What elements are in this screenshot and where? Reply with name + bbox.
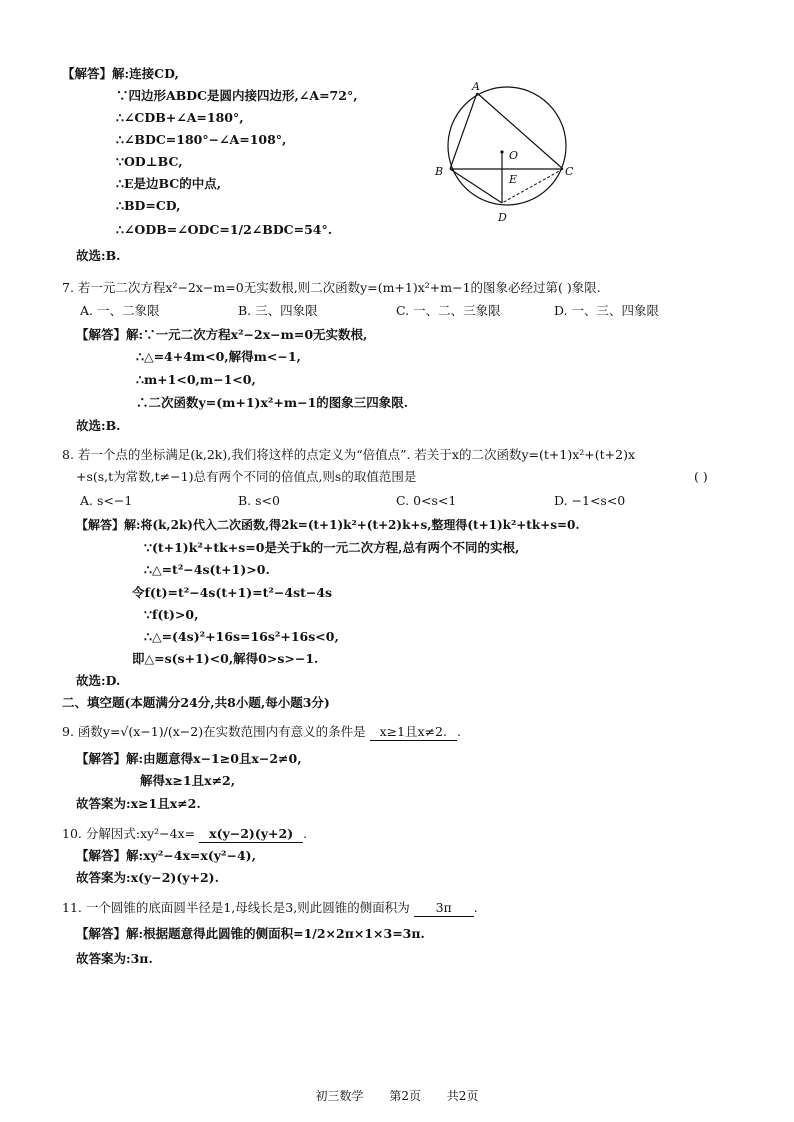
q8-answer: 故选:D.	[76, 673, 121, 688]
q8-answer-paren: ( )	[694, 469, 708, 484]
q11-answer-blank: 3π	[414, 900, 474, 917]
q10-answer: 故答案为:x(y−2)(y+2).	[76, 870, 219, 885]
q7-option-c: C. 一、二、三象限	[396, 303, 501, 318]
q8-step-1: ∵(t+1)k²+tk+s=0是关于k的一元二次方程,总有两个不同的实根,	[144, 540, 520, 555]
q7-option-d: D. 一、三、四象限	[554, 303, 660, 318]
q7-solution-head: 【解答】解:∵一元二次方程x²−2x−m=0无实数根,	[76, 327, 368, 342]
circle-geometry-figure	[430, 78, 600, 228]
q11-answer: 故答案为:3π.	[76, 951, 153, 966]
q6-step-6: ∴BD=CD,	[116, 198, 181, 213]
q8-option-a: A. s<−1	[80, 493, 133, 508]
q8-step-4: ∵f(t)>0,	[144, 607, 199, 622]
q6-step-2: ∴∠CDB+∠A=180°,	[116, 110, 244, 125]
q6-step-4: ∵OD⊥BC,	[116, 154, 183, 169]
q10-stem: 10. 分解因式:xy²−4x= x(y−2)(y+2) .	[62, 826, 308, 841]
label-a: A	[472, 80, 480, 93]
q9-solution-head: 【解答】解:由题意得x−1≥0且x−2≠0,	[76, 751, 302, 766]
q10-solution-head: 【解答】解:xy²−4x=x(y²−4),	[76, 848, 256, 863]
q7-option-a: A. 一、二象限	[80, 303, 160, 318]
q6-solution-head: 【解答】解:连接CD,	[62, 66, 179, 81]
q9-stem-text: 9. 函数y=√(x−1)/(x−2)在实数范围内有意义的条件是	[62, 724, 366, 739]
segment-ab	[450, 93, 477, 169]
q7-option-b: B. 三、四象限	[238, 303, 318, 318]
q7-answer: 故选:B.	[76, 418, 121, 433]
label-c: C	[565, 165, 574, 178]
q11-solution-head: 【解答】解:根据题意得此圆锥的侧面积=1/2×2π×1×3=3π.	[76, 926, 425, 941]
q6-step-1: ∵四边形ABDC是圆内接四边形,∠A=72°,	[116, 88, 358, 103]
q7-step-3: ∴二次函数y=(m+1)x²+m−1的图象三四象限.	[136, 395, 409, 410]
q8-solution-head: 【解答】解:将(k,2k)代入二次函数,得2k=(t+1)k²+(t+2)k+s,整理得(t+1)k²+tk+s=0.	[76, 518, 580, 532]
q6-step-3: ∴∠BDC=180°−∠A=108°,	[116, 132, 287, 147]
label-e: E	[509, 173, 518, 186]
q8-stem-line-2: +s(s,t为常数,t≠−1)总有两个不同的倍值点,则s的取值范围是	[76, 469, 417, 484]
circumcircle	[448, 87, 566, 205]
q6-step-7: ∴∠ODB=∠ODC=1/2∠BDC=54°.	[116, 222, 333, 237]
q11-stem-text: 11. 一个圆锥的底面圆半径是1,母线长是3,则此圆锥的侧面积为	[62, 900, 410, 915]
q9-stem: 9. 函数y=√(x−1)/(x−2)在实数范围内有意义的条件是 x≥1且x≠2. .	[62, 724, 461, 739]
q8-step-6: 即△=s(s+1)<0,解得0>s>−1.	[132, 651, 319, 666]
segment-ac	[477, 93, 563, 169]
q11-stem: 11. 一个圆锥的底面圆半径是1,母线长是3,则此圆锥的侧面积为 3π .	[62, 900, 478, 915]
label-d: D	[498, 211, 507, 224]
q9-answer-blank: x≥1且x≠2.	[370, 724, 457, 741]
center-point-o	[500, 150, 503, 153]
q8-step-2: ∴△=t²−4s(t+1)>0.	[144, 562, 270, 577]
q9-step-1: 解得x≥1且x≠2,	[140, 773, 236, 788]
q10-answer-blank: x(y−2)(y+2)	[199, 826, 303, 843]
q7-stem: 7. 若一元二次方程x²−2x−m=0无实数根,则二次函数y=(m+1)x²+m−1的图象必经过第( )象限.	[62, 280, 601, 295]
label-o: O	[509, 149, 519, 162]
q8-step-5: ∴△=(4s)²+16s=16s²+16s<0,	[144, 629, 339, 644]
q9-answer: 故答案为:x≥1且x≠2.	[76, 796, 201, 811]
label-b: B	[435, 165, 444, 178]
segment-bd	[450, 169, 502, 203]
q7-step-2: ∴m+1<0,m−1<0,	[136, 372, 256, 387]
q8-option-d: D. −1<s<0	[554, 493, 626, 508]
q10-stem-text: 10. 分解因式:xy²−4x=	[62, 826, 196, 841]
q8-step-3: 令f(t)=t²−4s(t+1)=t²−4st−4s	[132, 585, 333, 600]
q8-stem-line-1: 8. 若一个点的坐标满足(k,2k),我们将这样的点定义为“倍值点”. 若关于x的二次函数y=(t+1)x²+(t+2)x	[62, 447, 636, 462]
q6-answer: 故选:B.	[76, 248, 121, 263]
q8-option-b: B. s<0	[238, 493, 280, 508]
page-footer: 初三数学 第2页 共2页	[315, 1089, 479, 1103]
section-2-heading: 二、填空题(本题满分24分,共8小题,每小题3分)	[62, 695, 330, 710]
q8-option-c: C. 0<s<1	[396, 493, 457, 508]
q7-step-1: ∴△=4+4m<0,解得m<−1,	[136, 349, 301, 364]
q6-step-5: ∴E是边BC的中点,	[116, 176, 222, 191]
